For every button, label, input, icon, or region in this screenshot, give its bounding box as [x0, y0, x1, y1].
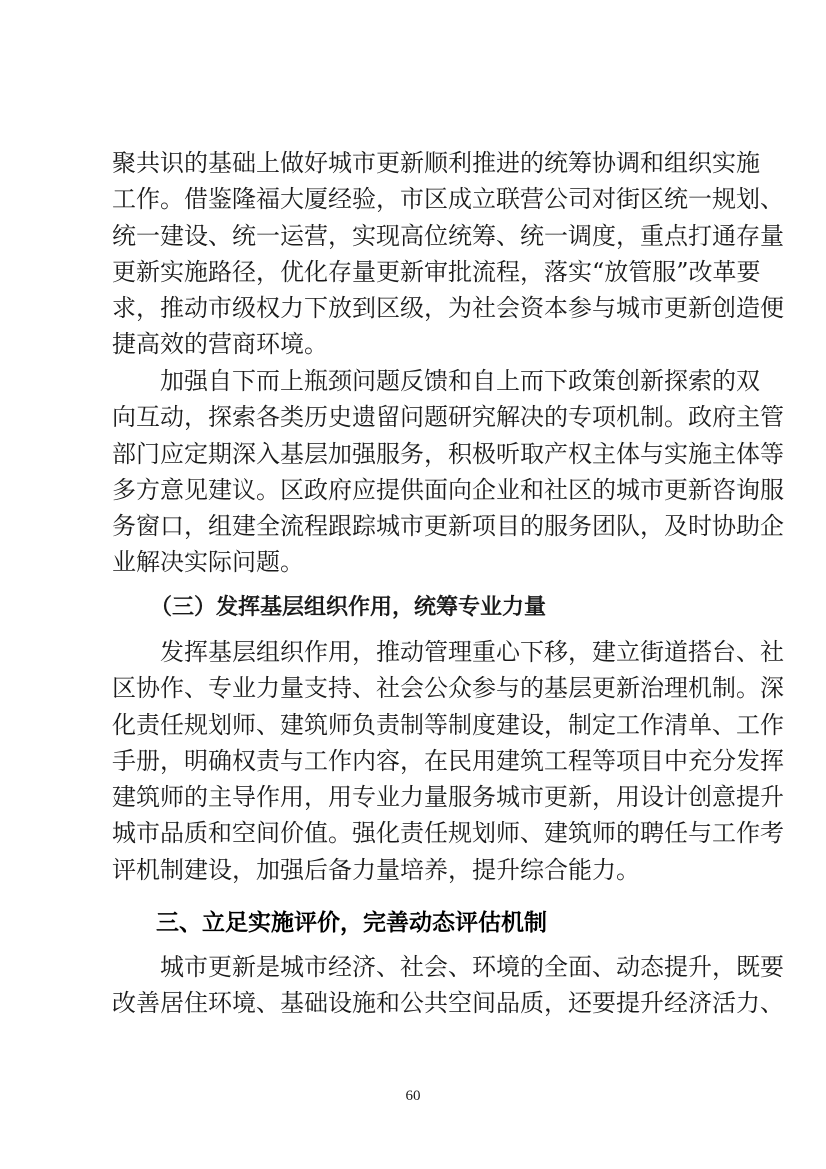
- text-line: 工作。借鉴隆福大厦经验，市区成立联营公司对街区统一规划、: [112, 185, 784, 214]
- subheading: （三）发挥基层组织作用，统筹专业力量: [150, 595, 547, 620]
- text-line: 更新实施路径，优化存量更新审批流程，落实“放管服”改革要: [112, 257, 761, 286]
- text-line: 求，推动市级权力下放到区级，为社会资本参与城市更新创造便: [112, 294, 784, 323]
- paragraph-2: [112, 363, 784, 581]
- text-line: 评机制建设，加强后备力量培养，提升综合能力。: [112, 855, 640, 884]
- section-heading: 三、立足实施评价，完善动态评估机制: [156, 910, 547, 936]
- text-line: 建筑师的主导作用，用专业力量服务城市更新，用设计创意提升: [112, 783, 784, 812]
- text-line: 加强自下而上瓶颈问题反馈和自上而下政策创新探索的双: [160, 367, 760, 395]
- text-line: 部门应定期深入基层加强服务，积极听取产权主体与实施主体等: [112, 439, 784, 468]
- text-line: 多方意见建议。区政府应提供面向企业和社区的城市更新咨询服: [112, 475, 784, 504]
- text-line: 化责任规划师、建筑师负责制等制度建设，制定工作清单、工作: [112, 710, 784, 739]
- text-line: 发挥基层组织作用，推动管理重心下移，建立街道搭台、社: [160, 638, 784, 666]
- paragraph-3: [112, 634, 784, 888]
- text-line: 统一建设、统一运营，实现高位统筹、统一调度，重点打通存量: [112, 221, 784, 250]
- paragraph-4: [112, 949, 784, 1022]
- text-line: 业解决实际问题。: [112, 548, 304, 577]
- text-line: 改善居住环境、基础设施和公共空间品质，还要提升经济活力、: [112, 989, 784, 1018]
- text-line: 捷高效的营商环境。: [112, 330, 328, 359]
- text-line: 区协作、专业力量支持、社会公众参与的基层更新治理机制。深: [112, 674, 784, 703]
- text-line: 向互动，探索各类历史遗留问题研究解决的专项机制。政府主管: [112, 403, 784, 432]
- text-line: 城市更新是城市经济、社会、环境的全面、动态提升，既要: [160, 953, 784, 981]
- text-line: 聚共识的基础上做好城市更新顺利推进的统筹协调和组织实施: [112, 149, 760, 177]
- paragraph-1: [112, 145, 784, 363]
- page-number: 60: [405, 1088, 421, 1104]
- text-line: 手册，明确权责与工作内容，在民用建筑工程等项目中充分发挥: [112, 746, 784, 775]
- text-line: 城市品质和空间价值。强化责任规划师、建筑师的聘任与工作考: [112, 819, 784, 848]
- text-line: 务窗口，组建全流程跟踪城市更新项目的服务团队，及时协助企: [112, 512, 784, 541]
